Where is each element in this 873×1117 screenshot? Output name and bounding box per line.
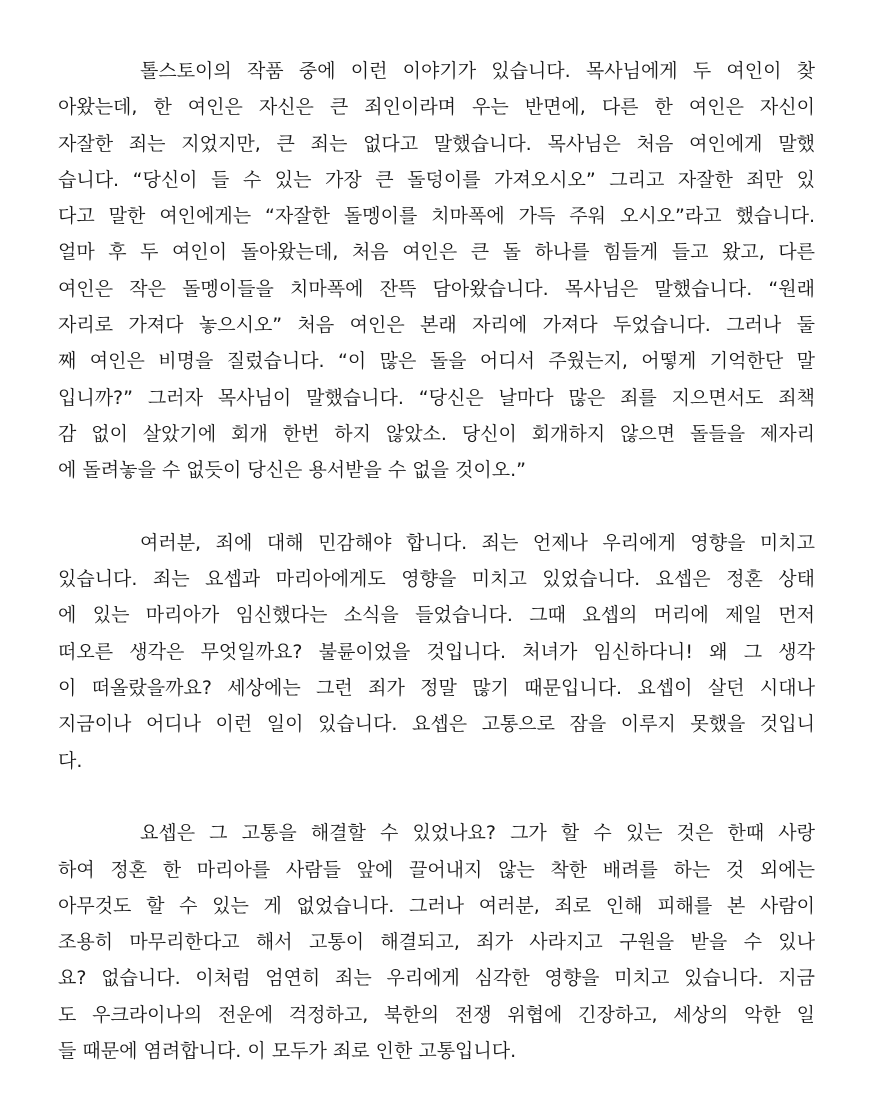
text-line: 조용히 마무리한다고 해서 고통이 해결되고, 죄가 사라지고 구원을 받을 수 있나 — [58, 931, 815, 954]
text-line: 자잘한 죄는 지었지만, 큰 죄는 없다고 말했습니다. 목사님은 처음 여인에게 말했 — [58, 132, 815, 155]
text-line: 다고 말한 여인에게는 “자잘한 돌멩이를 치마폭에 가득 주워 오시오”라고 했습니다. — [58, 205, 815, 228]
text-line: 자리로 가져다 놓으시오” 처음 여인은 본래 자리에 가져다 두었습니다. 그러나 둘 — [58, 314, 815, 337]
text-line: 도 우크라이나의 전운에 걱정하고, 북한의 전쟁 위협에 긴장하고, 세상의 악한 일 — [58, 1003, 815, 1026]
text-line: 여인은 작은 돌멩이들을 치마폭에 잔뜩 담아왔습니다. 목사님은 말했습니다. “원래 — [58, 277, 815, 300]
text-line: 습니다. “당신이 들 수 있는 가장 큰 돌덩이를 가져오시오” 그리고 자잘한 죄만 있 — [58, 168, 815, 191]
text-line: 째 여인은 비명을 질렀습니다. “이 많은 돌을 어디서 주웠는지, 어떻게 기억한단 말 — [58, 350, 815, 373]
text-line: 에 돌려놓을 수 없듯이 당신은 용서받을 수 없을 것이오.” — [58, 459, 526, 482]
text-line: 이 떠올랐을까요? 세상에는 그런 죄가 정말 많기 때문입니다. 요셉이 살던 시대나 — [58, 677, 815, 700]
text-line: 감 없이 살았기에 회개 한번 하지 않았소. 당신이 회개하지 않으면 돌들을 제자리 — [58, 422, 815, 445]
text-line: 들 때문에 염려합니다. 이 모두가 죄로 인한 고통입니다. — [58, 1040, 517, 1063]
text-line: 아왔는데, 한 여인은 자신은 큰 죄인이라며 우는 반면에, 다른 한 여인은 자신이 — [58, 96, 815, 119]
text-line: 입니까?” 그러자 목사님이 말했습니다. “당신은 날마다 많은 죄를 지으면서도 죄책 — [58, 386, 815, 409]
text-line: 요셉은 그 고통을 해결할 수 있었나요? 그가 할 수 있는 것은 한때 사랑 — [140, 822, 815, 845]
paragraph-sensitivity-to-sin — [58, 525, 815, 779]
text-line: 지금이나 어디나 이런 일이 있습니다. 요셉은 고통으로 잠을 이루지 못했을 것입니 — [58, 713, 815, 736]
text-line: 에 있는 마리아가 임신했다는 소식을 들었습니다. 그때 요셉의 머리에 제일 먼저 — [58, 604, 815, 627]
text-line: 있습니다. 죄는 요셉과 마리아에게도 영향을 미치고 있었습니다. 요셉은 정혼 상태 — [58, 568, 815, 591]
paragraph-tolstoy-story — [58, 53, 815, 489]
text-line: 요? 없습니다. 이처럼 엄연히 죄는 우리에게 심각한 영향을 미치고 있습니다. 지금 — [58, 967, 815, 990]
paragraph-spacer — [58, 779, 815, 815]
paragraph-joseph-suffering — [58, 815, 815, 1069]
text-line: 하여 정혼 한 마리아를 사람들 앞에 끌어내지 않는 착한 배려를 하는 것 외에는 — [58, 858, 815, 881]
paragraph-spacer — [58, 489, 815, 525]
text-line: 떠오른 생각은 무엇일까요? 불륜이었을 것입니다. 처녀가 임신하다니! 왜 그 생각 — [58, 640, 815, 663]
text-line: 아무것도 할 수 있는 게 없었습니다. 그러나 여러분, 죄로 인해 피해를 본 사람이 — [58, 894, 815, 917]
text-line: 다. — [58, 749, 83, 772]
text-line: 톨스토이의 작품 중에 이런 이야기가 있습니다. 목사님에게 두 여인이 찾 — [140, 60, 815, 82]
text-line: 여러분, 죄에 대해 민감해야 합니다. 죄는 언제나 우리에게 영향을 미치고 — [140, 531, 815, 554]
text-line: 얼마 후 두 여인이 돌아왔는데, 처음 여인은 큰 돌 하나를 힘들게 들고 왔고, 다른 — [58, 241, 815, 264]
